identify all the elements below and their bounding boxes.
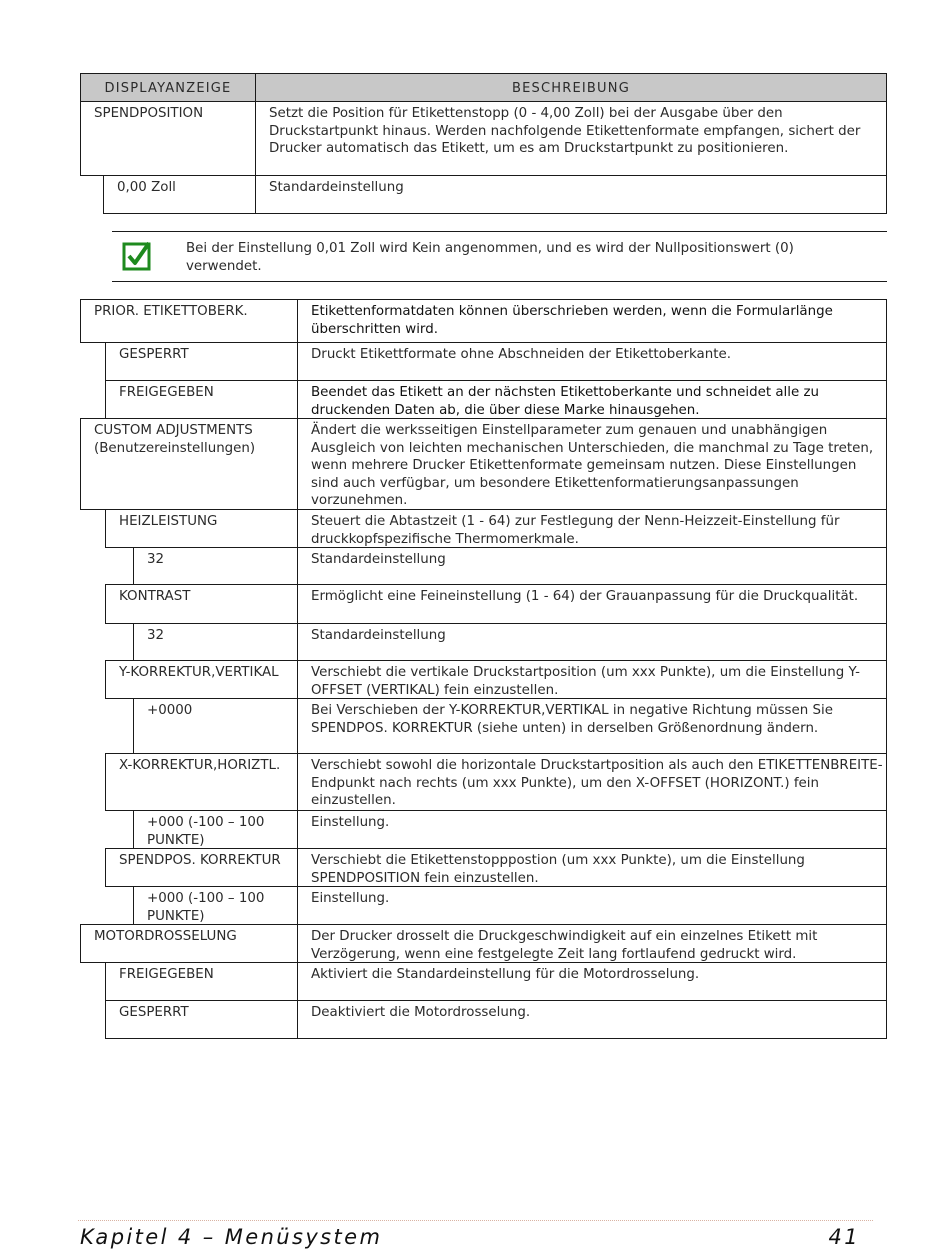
table-row-label: CUSTOM ADJUSTMENTS (Benutzereinstellungen) — [80, 418, 298, 510]
table-row-label: +000 (-100 – 100 PUNKTE) — [133, 810, 298, 849]
table-row-desc: Aktiviert die Standardeinstellung für die Motordrosselung. — [297, 962, 887, 1001]
table-row-desc: Einstellung. — [297, 810, 887, 849]
table-row-label: KONTRAST — [105, 584, 298, 624]
table-row-desc: Druckt Etikettformate ohne Abschneiden der Etikettoberkante. — [297, 342, 887, 381]
table-row-label: GESPERRT — [105, 342, 298, 381]
table-row-desc: Ermöglicht eine Feineinstellung (1 - 64) der Grauanpassung für die Druckqualität. — [297, 584, 887, 624]
table-row-desc: Setzt die Position für Etikettenstopp (0 - 4,00 Zoll) bei der Ausgabe über den Druckstartpunkt hinaus. Werden nachfolgende Etikettenformate empfangen, sichert der Drucker automatisch das Etikett, um es am Druckstartpunkt zu positionieren. — [255, 101, 887, 176]
table-row-label: PRIOR. ETIKETTOBERK. — [80, 299, 298, 343]
table-row-desc: Der Drucker drosselt die Druckgeschwindigkeit auf ein einzelnes Etikett mit Verzögerung, wenn eine festgelegte Zeit lang fortlaufend gedruckt wird. — [297, 924, 887, 963]
note-text: Bei der Einstellung 0,01 Zoll wird Kein angenommen, und es wird der Nullpositionswert (0) verwendet. — [186, 241, 794, 274]
table-header-display: DISPLAYANZEIGE — [80, 73, 256, 102]
table-row-label: 32 — [133, 547, 298, 585]
table-row-desc: Verschiebt die Etikettenstopppostion (um xxx Punkte), um die Einstellung SPENDPOSITION fein einzustellen. — [297, 848, 887, 887]
table-row-label: MOTORDROSSELUNG — [80, 924, 298, 963]
table-row-label: 0,00 Zoll — [103, 175, 256, 214]
table-row-label: +000 (-100 – 100 PUNKTE) — [133, 886, 298, 925]
table-row-desc: Steuert die Abtastzeit (1 - 64) zur Festlegung der Nenn-Heizzeit-Einstellung für druckkopfspezifische Thermomerkmale. — [297, 509, 887, 548]
table-row-desc: Etikettenformatdaten können überschrieben werden, wenn die Formularlänge überschritten wird. — [297, 299, 887, 343]
note-bottom-rule — [112, 281, 887, 282]
table-row-desc: Standardeinstellung — [297, 547, 887, 585]
footer-chapter: Kapitel 4 – Menüsystem — [80, 1225, 383, 1249]
table-row-label: Y-KORREKTUR,VERTIKAL — [105, 660, 298, 699]
table-row-desc: Deaktiviert die Motordrosselung. — [297, 1000, 887, 1039]
table-row-label: HEIZLEISTUNG — [105, 509, 298, 548]
table-row-desc: Beendet das Etikett an der nächsten Etikettoberkante und schneidet alle zu druckenden Daten ab, die über diese Marke hinausgehen. — [297, 380, 887, 419]
table-row-label: SPENDPOS. KORREKTUR — [105, 848, 298, 887]
table-row-desc: Verschiebt die vertikale Druckstartposition (um xxx Punkte), um die Einstellung Y-OFFSET (VERTIKAL) fein einzustellen. — [297, 660, 887, 699]
table-row-desc: Einstellung. — [297, 886, 887, 925]
table-row-label: FREIGEGEBEN — [105, 380, 298, 419]
note-top-rule — [112, 231, 887, 232]
table-row-label: 32 — [133, 623, 298, 661]
table-row-label: +0000 — [133, 698, 298, 754]
table-row-desc: Standardeinstellung — [255, 175, 887, 214]
table-row-label: GESPERRT — [105, 1000, 298, 1039]
table-row-label: SPENDPOSITION — [80, 101, 256, 176]
table-row-desc: Bei Verschieben der Y-KORREKTUR,VERTIKAL in negative Richtung müssen Sie SPENDPOS. KORREKTUR (siehe unten) in derselben Größenordnung ändern. — [297, 698, 887, 754]
table-row-label: X-KORREKTUR,HORIZTL. — [105, 753, 298, 811]
footer-rule — [78, 1220, 873, 1221]
table-header-description: BESCHREIBUNG — [255, 73, 887, 102]
table-row-desc: Standardeinstellung — [297, 623, 887, 661]
checkmark-icon — [122, 241, 152, 271]
table-row-label: FREIGEGEBEN — [105, 962, 298, 1001]
table-row-desc: Verschiebt sowohl die horizontale Druckstartposition als auch den ETIKETTENBREITE-Endpunkt nach rechts (um xxx Punkte), um den X-OFFSET (HORIZONT.) fein einzustellen. — [297, 753, 887, 811]
table-row-desc: Ändert die werksseitigen Einstellparameter zum genauen und unabhängigen Ausgleich von leichten mechanischen Unterschieden, die manchmal zu Tage treten, wenn mehrere Drucker Etikettenformate gemeinsam nutzen. Diese Einstellungen sind auch verfügbar, um besondere Etikettenformatierungsanpassungen vorzunehmen. — [297, 418, 887, 510]
footer-page-number: 41 — [828, 1225, 860, 1249]
